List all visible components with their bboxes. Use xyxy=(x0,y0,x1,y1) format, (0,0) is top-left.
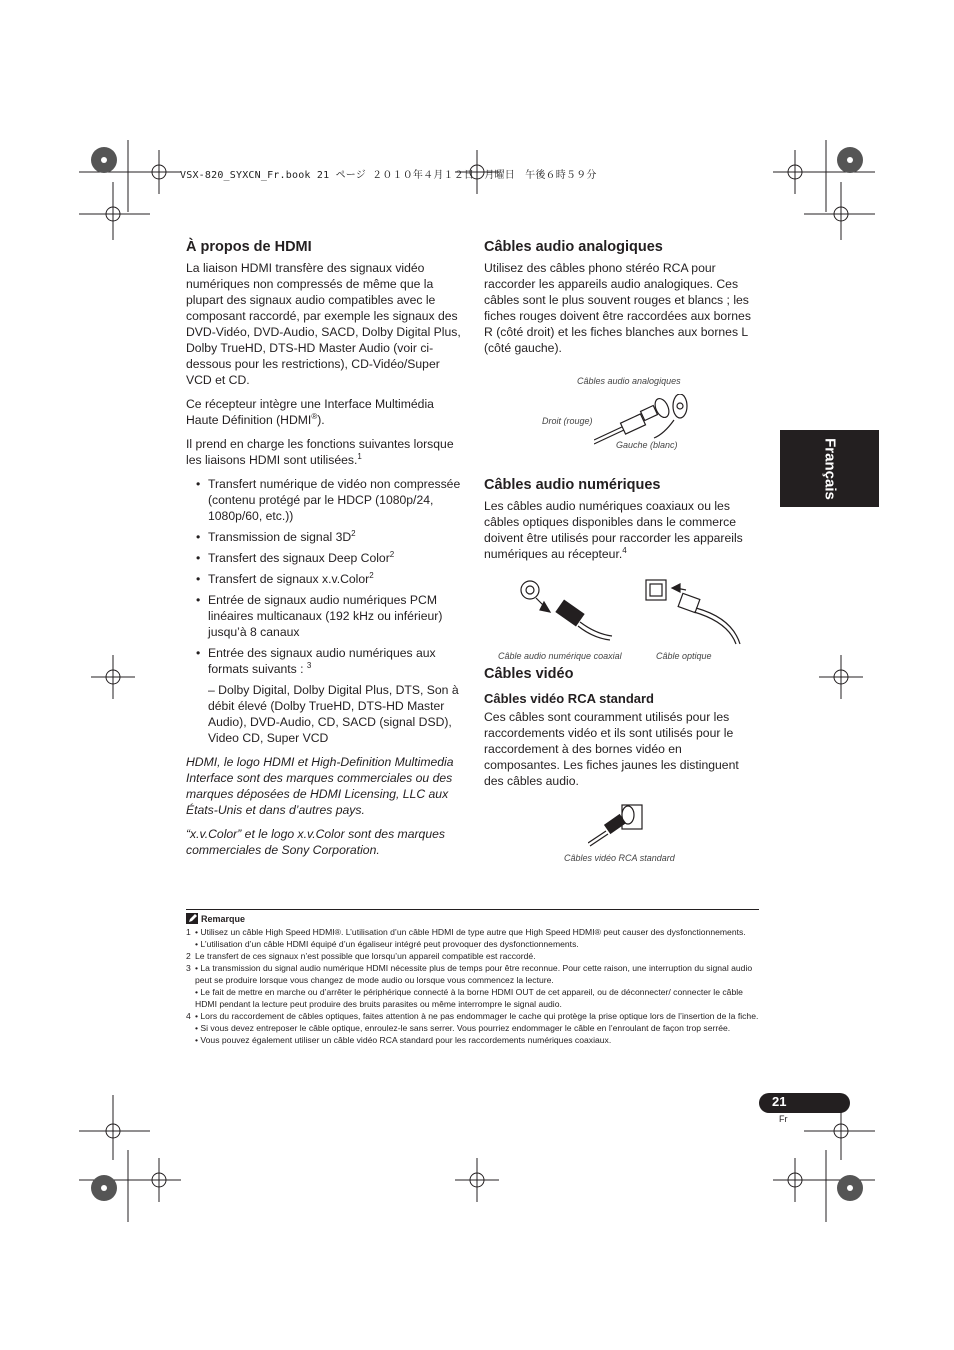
page-number: 21 xyxy=(772,1094,787,1109)
note-item: • Vous pouvez également utiliser un câble vidéo RCA standard pour les raccordements numériques coaxiaux. xyxy=(195,1035,612,1045)
rca-video-cable-icon xyxy=(588,803,648,847)
list-item: • Transfert numérique de vidéo non compressée (contenu protégé par le HDCP (1080p/24, 1080p/60, etc.)) xyxy=(186,476,461,524)
note-item: • L’utilisation d’un câble HDMI équipé d’un égaliseur intégré peut provoquer des dysfonctionnements. xyxy=(195,939,579,949)
hdmi-title: À propos de HDMI xyxy=(186,239,312,255)
optical-cable-icon xyxy=(642,578,752,648)
note-item: • Si vous devez entreposer le câble optique, enroulez-le sans serrer. Vous pourriez endommager le câble en l’enroulant de façon trop serrée. xyxy=(195,1023,731,1033)
rca-video-figure xyxy=(484,797,760,867)
video-title: Câbles vidéo xyxy=(484,666,574,682)
hdmi-interface-para: Ce récepteur intègre une Interface Multimédia Haute Définition (HDMI®). xyxy=(186,397,434,427)
language-tab xyxy=(780,430,879,507)
label-right-red: Droit (rouge) xyxy=(542,416,593,426)
language-tab-label: Français xyxy=(821,437,838,500)
hdmi-feature-list xyxy=(186,476,461,677)
rca-video-title: Câbles vidéo RCA standard xyxy=(484,691,655,706)
audio-formats: – Dolby Digital, Dolby Digital Plus, DTS, Son à débit élevé (Dolby TrueHD, DTS-HD Master Audio), DVD-Audio, CD, SACD (signal DSD), Video CD, Super VCD xyxy=(208,683,459,745)
list-item: • Entrée des signaux audio numériques aux formats suivants : $^3$ xyxy=(186,645,461,677)
hdmi-intro: La liaison HDMI transfère des signaux vidéo numériques non compressés de même que la plupart des signaux audio compatibles avec le composant raccordé, par exemple les signaux des DVD-Vidéo, DVD-Audio, SACD, Dolby Digital Plus, Dolby TrueHD, DTS-HD Master Audio (voir ci-dessous pour les restrictions), CD-Vidéo/Super VCD et CD. xyxy=(186,261,461,387)
optical-caption: Câble optique xyxy=(656,651,712,661)
analog-fig-caption: Câbles audio analogiques xyxy=(577,376,681,386)
rca-video-caption: Câbles vidéo RCA standard xyxy=(564,853,675,863)
note-pencil-icon xyxy=(186,913,198,924)
list-item: • Transmission de signal $3D^2$ xyxy=(186,529,461,545)
coaxial-cable-icon xyxy=(518,580,618,642)
hdmi-features-intro: Il prend en charge les fonctions suivantes lorsque les liaisons HDMI sont utilisées.$^1$ xyxy=(186,437,454,467)
analog-figure xyxy=(484,364,760,476)
digital-figure xyxy=(484,570,760,665)
note-item: 3 • La transmission du signal audio numérique HDMI nécessite plus de temps pour être reconnue. Pour cette raison, une interruption du signal audio peut se produire lorsque vous changez de mode audio ou lorsque vous commencez la lecture. xyxy=(186,963,753,985)
coax-caption: Câble audio numérique coaxial xyxy=(498,651,622,661)
digital-title: Câbles audio numériques xyxy=(484,477,661,493)
note-item: 1 • Utilisez un câble High Speed HDMI®. L’utilisation d’un câble HDMI de type autre que High Speed HDMI® peut causer des dysfonctionnements. xyxy=(186,927,746,937)
page-language: Fr xyxy=(779,1114,788,1124)
rca-video-para: Ces câbles sont couramment utilisés pour les raccordements vidéo et ils sont utilisés pour le raccordement à des bornes vidéo en composantes. Les fiches jaunes les distinguent des câbles audio. xyxy=(484,710,739,788)
list-item: • Transfert des signaux Deep Color$^2$ xyxy=(186,550,461,566)
notes-header: Remarque xyxy=(186,913,759,924)
list-item: • Entrée de signaux audio numériques PCM linéaires multicanaux (192 kHz ou inférieur) jusqu’à 8 canaux xyxy=(186,592,461,640)
hdmi-section xyxy=(186,238,461,866)
xvcolor-trademark: “x.v.Color” et le logo x.v.Color sont des marques commerciales de Sony Corporation. xyxy=(186,827,445,857)
hdmi-trademark: HDMI, le logo HDMI et High-Definition Multimedia Interface sont des marques commerciales ou des marques déposées de HDMI Licensing, LLC aux États-Unis et dans d’autres pays. xyxy=(186,755,454,817)
note-item: • Le fait de mettre en marche ou d’arrêter le périphérique connecté à la borne HDMI OUT de cet appareil, ou de déconnecter/ connecter le câble HDMI pendant la lecture peut produire des bruits parasites ou même interrompre le signal audio. xyxy=(195,987,743,1009)
note-item: 4 • Lors du raccordement de câbles optiques, faites attention à ne pas endommager le cache qui protège la prise optique lors de l’insertion de la fiche. xyxy=(186,1011,759,1021)
note-item: 2 Le transfert de ces signaux n’est possible que lorsqu’un appareil compatible est raccordé. xyxy=(186,951,536,961)
label-left-white: Gauche (blanc) xyxy=(616,440,678,450)
cables-section xyxy=(484,238,760,867)
analog-title: Câbles audio analogiques xyxy=(484,239,663,255)
print-header: VSX-820_SYXCN_Fr.book 21 ページ ２０１０年４月１２日 月曜日 午後６時５９分 xyxy=(180,170,597,181)
page-number-badge xyxy=(759,1093,850,1113)
list-item: • Transfert de signaux x.v.Color$^2$ xyxy=(186,571,461,587)
analog-para: Utilisez des câbles phono stéréo RCA pour raccorder les appareils audio analogiques. Ces câbles sont le plus souvent rouges et blancs ; les fiches rouges doivent être raccordées aux bornes R (côté droit) et les fiches blanches aux bornes L (côté gauche). xyxy=(484,261,751,355)
notes-section xyxy=(186,909,759,1046)
digital-para: Les câbles audio numériques coaxiaux ou les câbles optiques disponibles dans le commerce doivent être utilisés pour raccorder les appareils numériques au récepteur.$^4$ xyxy=(484,499,743,561)
